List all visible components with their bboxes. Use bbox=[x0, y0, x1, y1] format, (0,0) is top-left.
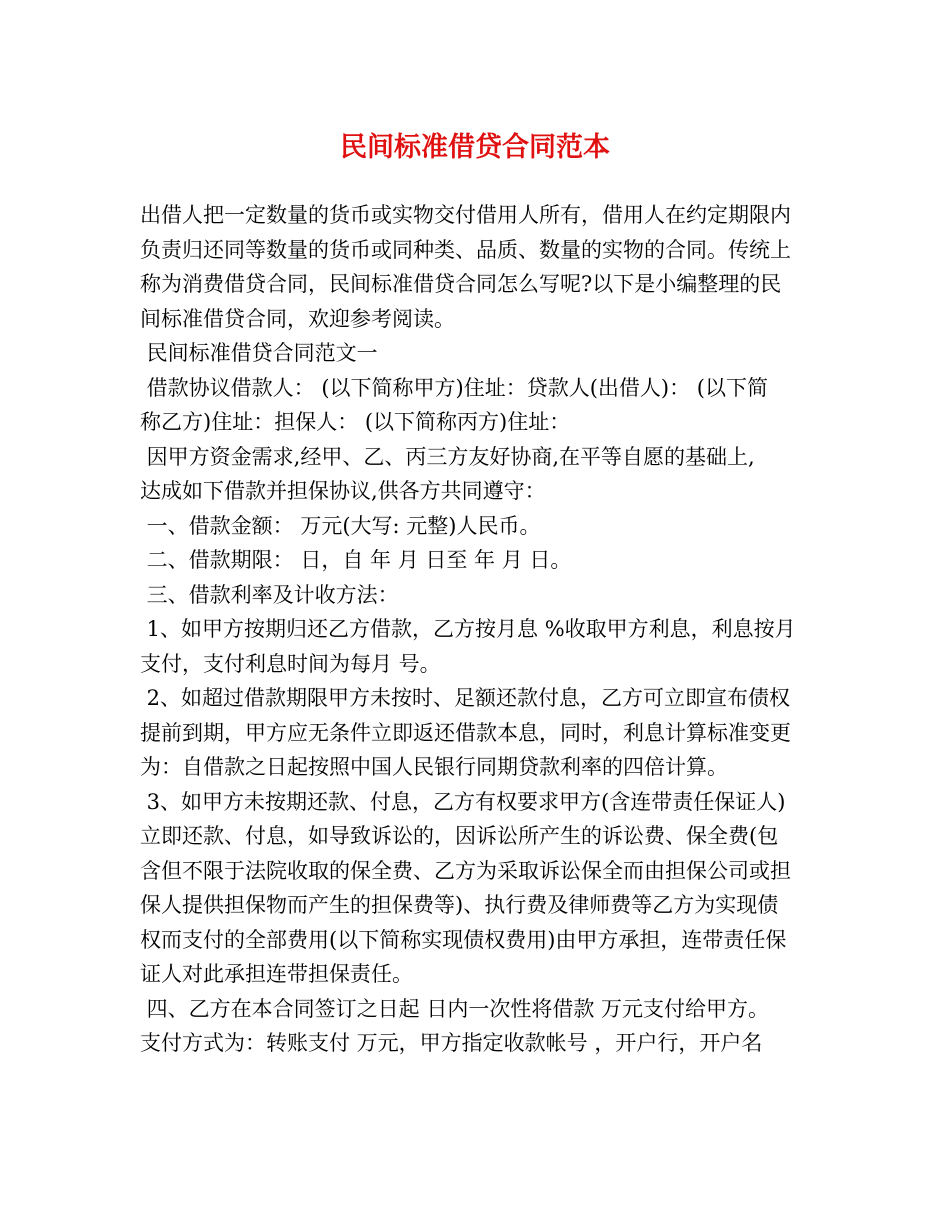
text-line: 出借人把一定数量的货币或实物交付借用人所有，借用人在约定期限内 bbox=[140, 203, 791, 227]
text-line: 保人提供担保物而产生的担保费等)、执行费及律师费等乙方为实现债 bbox=[140, 893, 779, 917]
text-line: 达成如下借款并担保协议,供各方共同遵守： bbox=[140, 479, 546, 503]
text-line: 四、乙方在本合同签订之日起 日内一次性将借款 万元支付给甲方。 bbox=[140, 996, 770, 1021]
text-line: 借款协议借款人： (以下简称甲方)住址：贷款人(出借人)： (以下简 bbox=[140, 375, 768, 400]
text-line: 称乙方)住址：担保人： (以下简称丙方)住址： bbox=[140, 410, 571, 434]
text-line: 一、借款金额： 万元(大写: 元整)人民币。 bbox=[140, 513, 541, 538]
document-title: 民间标准借贷合同范本 bbox=[340, 132, 610, 163]
text-line: 含但不限于法院收取的保全费、乙方为采取诉讼保全而由担保公司或担 bbox=[140, 858, 791, 883]
text-line: 权而支付的全部费用(以下简称实现债权费用)由甲方承担，连带责任保 bbox=[140, 927, 787, 952]
text-line: 支付方式为：转账支付 万元，甲方指定收款帐号 ，开户行，开户名 bbox=[140, 1031, 763, 1055]
text-line: 为：自借款之日起按照中国人民银行同期贷款利率的四倍计算。 bbox=[140, 755, 728, 779]
text-line: 二、借款期限： 日，自 年 月 日至 年 月 日。 bbox=[140, 548, 572, 572]
document-body bbox=[140, 198, 815, 1061]
text-line: 1、如甲方按期归还乙方借款，乙方按月息 %收取甲方利息，利息按月 bbox=[140, 617, 796, 641]
text-line: 证人对此承担连带担保责任。 bbox=[140, 962, 413, 986]
text-line: 称为消费借贷合同，民间标准借贷合同怎么写呢?以下是小编整理的民 bbox=[140, 272, 782, 296]
text-line: 因甲方资金需求,经甲、乙、丙三方友好协商,在平等自愿的基础上, bbox=[140, 444, 755, 469]
text-line: 三、借款利率及计收方法： bbox=[140, 582, 399, 607]
text-line: 民间标准借贷合同范文一 bbox=[140, 341, 378, 365]
text-line: 3、如甲方未按期还款、付息，乙方有权要求甲方(含连带责任保证人) bbox=[140, 789, 786, 814]
text-line: 支付，支付利息时间为每月 号。 bbox=[140, 651, 441, 676]
text-line: 间标准借贷合同，欢迎参考阅读。 bbox=[140, 306, 455, 331]
text-line: 负责归还同等数量的货币或同种类、品质、数量的实物的合同。传统上 bbox=[140, 237, 791, 262]
text-line: 提前到期，甲方应无条件立即返还借款本息，同时，利息计算标准变更 bbox=[140, 720, 791, 745]
text-line: 2、如超过借款期限甲方未按时、足额还款付息，乙方可立即宣布债权 bbox=[140, 686, 791, 710]
text-line: 立即还款、付息，如导致诉讼的，因诉讼所产生的诉讼费、保全费(包 bbox=[140, 824, 779, 848]
